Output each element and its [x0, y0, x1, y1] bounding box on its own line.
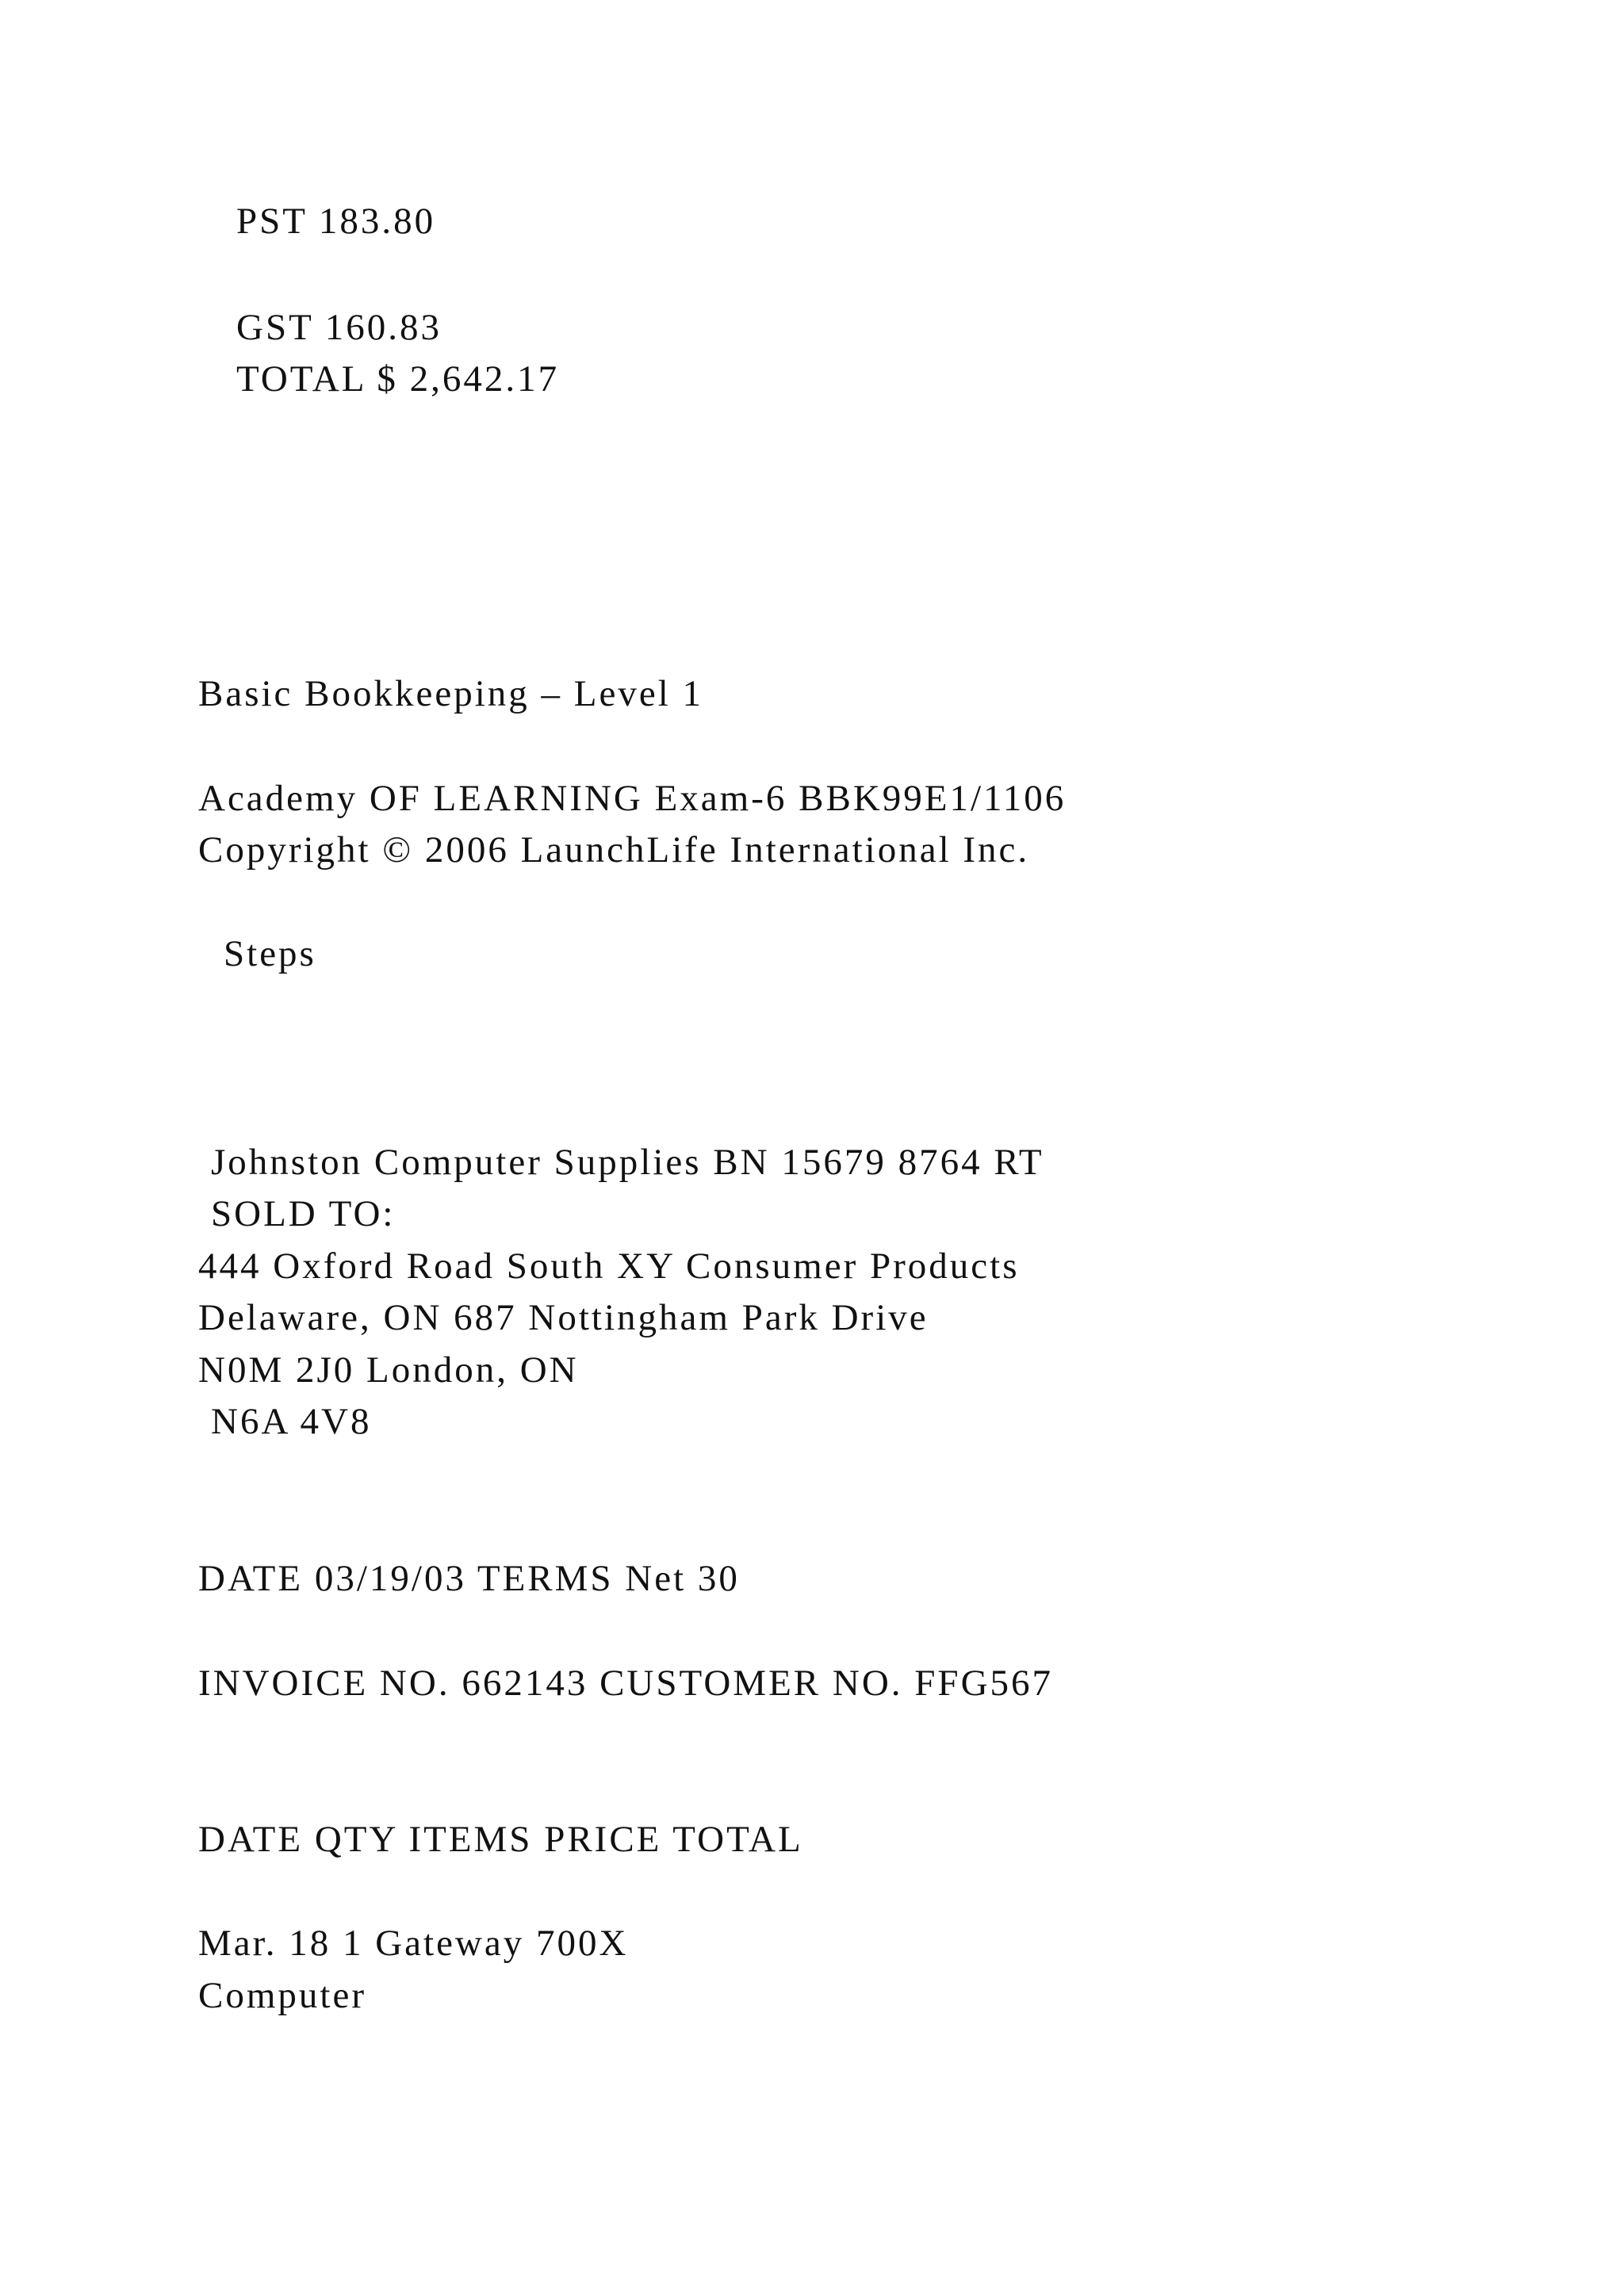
exam-line: Academy OF LEARNING Exam-6 BBK99E1/1106 [198, 778, 1067, 819]
item-row-line-2: Computer [198, 1975, 366, 2016]
items-header: DATE QTY ITEMS PRICE TOTAL [198, 1819, 803, 1860]
copyright-line: Copyright © 2006 LaunchLife International Inc. [198, 829, 1030, 871]
course-title: Basic Bookkeeping – Level 1 [198, 673, 704, 714]
pst-line: PST 183.80 [236, 201, 436, 242]
item-row-line-1: Mar. 18 1 Gateway 700X [198, 1923, 629, 1964]
address-line-3: N0M 2J0 London, ON [198, 1349, 579, 1391]
invoice-customer-line: INVOICE NO. 662143 CUSTOMER NO. FFG567 [198, 1663, 1054, 1704]
sold-to-label: SOLD TO: [211, 1193, 396, 1234]
total-line: TOTAL $ 2,642.17 [236, 358, 560, 400]
gst-line: GST 160.83 [236, 307, 442, 348]
seller-line: Johnston Computer Supplies BN 15679 8764 RT [211, 1142, 1044, 1183]
address-line-1: 444 Oxford Road South XY Consumer Products [198, 1246, 1020, 1287]
steps-heading: Steps [224, 933, 316, 974]
address-line-4: N6A 4V8 [211, 1401, 372, 1442]
date-terms-line: DATE 03/19/03 TERMS Net 30 [198, 1558, 740, 1599]
address-line-2: Delaware, ON 687 Nottingham Park Drive [198, 1297, 929, 1338]
